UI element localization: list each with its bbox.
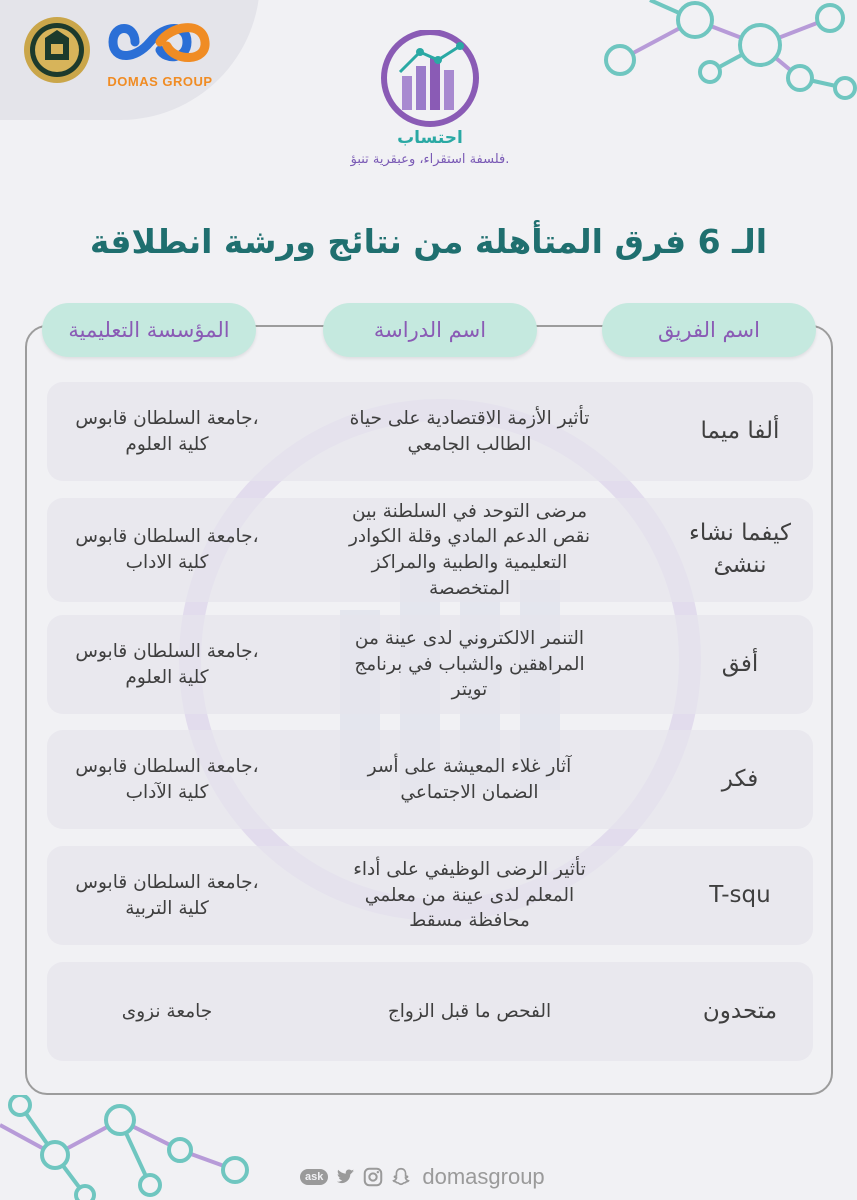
table-row (47, 498, 813, 602)
table-row (47, 615, 813, 714)
team-name-cell: أفق (721, 650, 759, 677)
page-title: الـ 6 فرق المتأهلة من نتائج ورشة انطلاقة (89, 222, 768, 261)
team-name-cell: T-squ (709, 881, 771, 908)
social-handle[interactable]: domasgroup (422, 1164, 545, 1189)
infinity-logo-icon (105, 10, 215, 74)
study-name-cell: مرضى التوحد في السلطنة بين نقص الدعم المادي وقلة الكوادر التعليمية والطبية والمراكز المتخصصة (348, 500, 591, 599)
study-name-cell: الفحص ما قبل الزواج (387, 1000, 552, 1022)
domas-group-logo (105, 10, 215, 95)
table-row (47, 382, 813, 481)
column-header-study: اسم الدراسة (323, 303, 537, 357)
network-decoration-top (590, 0, 857, 110)
table-row (47, 730, 813, 829)
snapchat-icon[interactable] (390, 1166, 412, 1188)
team-name-cell: كيفما نشاء ننشئ (689, 520, 791, 578)
instagram-icon[interactable] (362, 1166, 384, 1188)
team-name-cell: متحدون (702, 997, 778, 1024)
institution-cell: جامعة نزوى (121, 1000, 213, 1022)
ask-icon[interactable]: ask (300, 1169, 328, 1185)
study-name-cell: تأثير الرضى الوظيفي على أداء المعلم لدى عينة من معلمي محافظة مسقط (353, 859, 586, 932)
brand-tagline: فلسفة استقراء، وعبقرية تنبؤ. (350, 152, 510, 167)
study-name-cell: تأثير الأزمة الاقتصادية على حياة الطالب الجامعي (349, 407, 590, 455)
table-row (47, 962, 813, 1061)
institution-cell: جامعة السلطان قابوس، كلية العلوم (75, 640, 259, 688)
partner-name: DOMAS GROUP (107, 74, 213, 89)
column-header-institution: المؤسسة التعليمية (42, 303, 256, 357)
institution-cell: جامعة السلطان قابوس، كلية الاداب (75, 526, 259, 573)
team-name-cell: ألفا ميما (700, 417, 780, 444)
institution-cell: جامعة السلطان قابوس، كلية العلوم (75, 407, 259, 455)
study-name-cell: آثار غلاء المعيشة على أسر الضمان الاجتماعي (367, 755, 572, 803)
team-name-cell: فكر (721, 765, 759, 792)
brand-logo (330, 30, 530, 200)
twitter-icon[interactable] (334, 1166, 356, 1188)
brand-name: احتساب (397, 128, 463, 148)
institution-cell: جامعة السلطان قابوس، كلية التربية (75, 871, 259, 919)
column-header-team: اسم الفريق (602, 303, 816, 357)
social-footer (300, 1160, 560, 1194)
study-name-cell: التنمر الالكتروني لدى عينة من المراهقين والشباب في برنامج تويتر (354, 628, 585, 701)
university-seal-logo (22, 10, 92, 90)
institution-cell: جامعة السلطان قابوس، كلية الآداب (75, 755, 259, 803)
bar-chart-logo-icon (330, 30, 530, 128)
table-row (47, 846, 813, 945)
network-decoration-bottom (0, 1095, 260, 1200)
